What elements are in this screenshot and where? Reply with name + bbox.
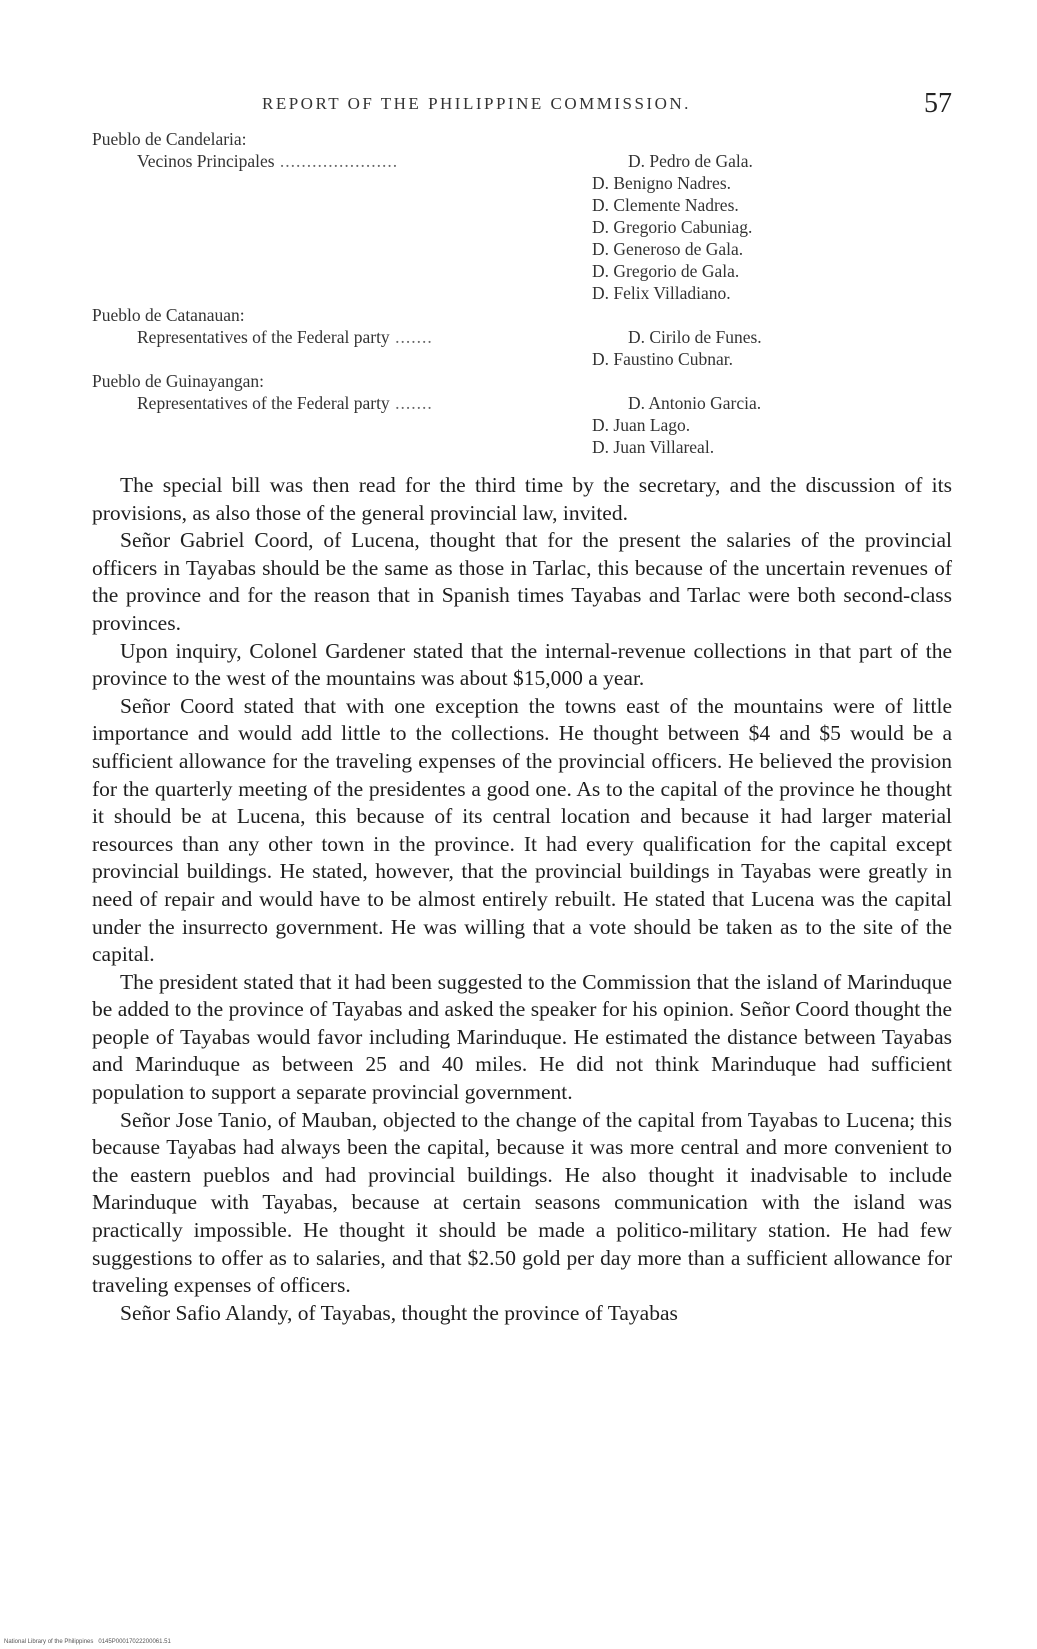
list-row-name: D. Generoso de Gala. bbox=[592, 239, 744, 259]
list-row-name bbox=[592, 304, 922, 326]
list-row bbox=[92, 304, 952, 326]
list-row-name: D. Cirilo de Funes. bbox=[627, 327, 762, 347]
list-row bbox=[92, 414, 952, 436]
list-row-label bbox=[92, 128, 592, 150]
list-row-name: D. Gregorio de Gala. bbox=[592, 261, 740, 281]
list-row-label bbox=[92, 194, 592, 216]
list-row-name: D. Faustino Cubnar. bbox=[592, 349, 733, 369]
list-row bbox=[92, 238, 952, 260]
document-page bbox=[92, 88, 952, 1327]
list-row-label-text: Pueblo de Candelaria: bbox=[92, 129, 247, 149]
list-row bbox=[92, 194, 952, 216]
list-row-label bbox=[92, 238, 592, 260]
list-row bbox=[92, 128, 952, 150]
list-row bbox=[92, 392, 952, 414]
paragraph: Señor Safio Alandy, of Tayabas, thought the province of Tayabas bbox=[120, 1300, 678, 1325]
footer-credit: National Library of the Philippines 0145P00017022200061.51 bbox=[4, 1639, 171, 1645]
list-row-label bbox=[92, 172, 592, 194]
list-row-label bbox=[92, 414, 592, 436]
list-row bbox=[92, 326, 952, 348]
list-row-label-text: Pueblo de Catanauan: bbox=[92, 305, 245, 325]
delegate-list bbox=[92, 128, 952, 458]
list-row bbox=[92, 216, 952, 238]
list-row-label-text: Pueblo de Guinayangan: bbox=[92, 371, 265, 391]
list-row-name: D. Gregorio Cabuniag. bbox=[592, 217, 753, 237]
list-row bbox=[92, 348, 952, 370]
leader-dots: ...................... bbox=[274, 151, 399, 171]
list-row bbox=[92, 172, 952, 194]
paragraph: The special bill was then read for the third time by the secretary, and the discussion of its provisions, as also those of the general provincial law, invited. bbox=[92, 473, 952, 525]
body-text bbox=[92, 472, 952, 1327]
list-row-name: D. Juan Lago. bbox=[592, 415, 691, 435]
list-row-name: D. Antonio Garcia. bbox=[627, 393, 762, 413]
list-row-label bbox=[92, 282, 592, 304]
page-header bbox=[92, 88, 952, 128]
page-number: 57 bbox=[924, 88, 952, 119]
leader-dots: ....... bbox=[389, 327, 433, 347]
list-row bbox=[92, 260, 952, 282]
list-row-name: D. Benigno Nadres. bbox=[592, 173, 732, 193]
list-row-label bbox=[92, 216, 592, 238]
list-row-label bbox=[92, 392, 628, 414]
leader-dots: ....... bbox=[389, 393, 433, 413]
list-row bbox=[92, 370, 952, 392]
list-row bbox=[92, 150, 952, 172]
list-row-label bbox=[92, 304, 592, 326]
list-row bbox=[92, 436, 952, 458]
running-head: REPORT OF THE PHILIPPINE COMMISSION. bbox=[262, 94, 691, 113]
list-row-label bbox=[92, 436, 592, 458]
paragraph: The president stated that it had been suggested to the Commission that the island of Marinduque be added to the province of Tayabas and asked the speaker for his opinion. Señor Coord thought the people of Tayabas would favor including Marinduque. He estimated the distance between Tayabas and Marinduque as between 25 and 40 miles. He did not think Marinduque had sufficient population to support a separate provincial government. bbox=[92, 969, 952, 1105]
list-row-label bbox=[92, 370, 592, 392]
list-row-label-text: Representatives of the Federal party bbox=[137, 393, 390, 413]
list-row-name: D. Pedro de Gala. bbox=[627, 151, 753, 171]
paragraph: Señor Gabriel Coord, of Lucena, thought that for the present the salaries of the provincial officers in Tayabas should be the same as those in Tarlac, this because of the uncertain revenues of the province and for the reason that in Spanish times Tayabas and Tarlac were both second-class provinces. bbox=[92, 528, 952, 635]
list-row-label bbox=[92, 150, 628, 172]
paragraph: Upon inquiry, Colonel Gardener stated that the internal-revenue collections in that part of the province to the west of the mountains was about $15,000 a year. bbox=[92, 638, 952, 691]
list-row-label bbox=[92, 326, 628, 348]
paragraph: Señor Jose Tanio, of Mauban, objected to the change of the capital from Tayabas to Lucena; this because Tayabas had always been the capital, because it was more central and more convenient to the eastern pueblos and had provincial buildings. He also thought it inadvisable to include Marinduque with Tayabas, because at certain seasons communication with the island was practically impossible. He thought it should be made a politico-military station. He had few suggestions to offer as to salaries, and that $2.50 gold per day more than a sufficient allowance for traveling expenses of officers. bbox=[92, 1107, 952, 1298]
list-row-name: D. Clemente Nadres. bbox=[592, 195, 739, 215]
list-row-name bbox=[592, 370, 922, 392]
list-row-name bbox=[592, 128, 922, 150]
list-row-label bbox=[92, 260, 592, 282]
paragraph: Señor Coord stated that with one exception the towns east of the mountains were of little importance and would add little to the collections. He thought between $4 and $5 would be a sufficient allowance for the traveling expenses of the provincial officers. He believed the provision for the quarterly meeting of the presidentes a good one. As to the capital of the province he thought it should be at Lucena, this because of its central location and because it had larger material resources than any other town in the province. It had every qualification for the capital except provincial buildings. He stated, however, that the provincial buildings in Tayabas were greatly in need of repair and would have to be almost entirely rebuilt. He stated that Lucena was the capital under the insurrecto government. He was willing that a vote should be taken as to the site of the capital. bbox=[92, 693, 952, 967]
list-row-name: D. Juan Villareal. bbox=[592, 437, 715, 457]
list-row-label bbox=[92, 348, 592, 370]
list-row-label-text: Representatives of the Federal party bbox=[137, 327, 390, 347]
list-row-label-text: Vecinos Principales bbox=[137, 151, 275, 171]
list-row-name: D. Felix Villadiano. bbox=[592, 283, 731, 303]
list-row bbox=[92, 282, 952, 304]
